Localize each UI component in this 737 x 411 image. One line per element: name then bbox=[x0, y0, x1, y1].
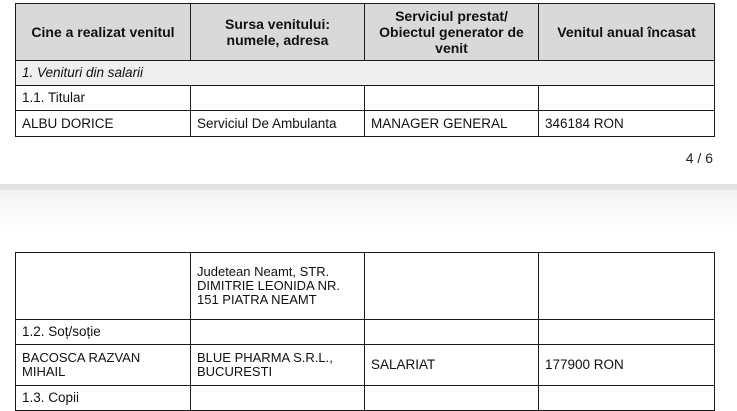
header-cell: Serviciul prestat/ Obiectul generator de venit bbox=[365, 4, 539, 61]
titular-label: 1.1. Titular bbox=[16, 86, 191, 111]
empty-cell bbox=[539, 253, 715, 320]
empty-cell bbox=[191, 320, 365, 345]
table-header-row bbox=[16, 4, 715, 61]
table-row bbox=[16, 386, 715, 411]
income-source: Serviciul De Ambulanta bbox=[191, 111, 365, 137]
header-cell: Venitul anual încasat bbox=[539, 4, 715, 61]
section-row bbox=[16, 61, 715, 86]
page-number: 4 / 6 bbox=[685, 150, 713, 166]
table-row bbox=[16, 253, 715, 320]
income-source-address: Judetean Neamt, STR. DIMITRIE LEONIDA NR. 151 PIATRA NEAMT bbox=[191, 253, 365, 320]
page-separator bbox=[0, 184, 737, 256]
empty-cell bbox=[365, 86, 539, 111]
empty-cell bbox=[191, 86, 365, 111]
income-table-page-4 bbox=[15, 3, 715, 137]
table-row bbox=[16, 111, 715, 137]
empty-cell bbox=[539, 386, 715, 411]
spouse-label: 1.2. Soț/soție bbox=[16, 320, 191, 345]
empty-cell bbox=[365, 253, 539, 320]
empty-cell bbox=[365, 386, 539, 411]
income-table-page-5 bbox=[15, 252, 715, 411]
section-title: 1. Venituri din salarii bbox=[16, 61, 715, 86]
income-source: BLUE PHARMA S.R.L., BUCURESTI bbox=[191, 345, 365, 386]
empty-cell bbox=[539, 320, 715, 345]
empty-cell bbox=[16, 253, 191, 320]
table-row bbox=[16, 320, 715, 345]
empty-cell bbox=[191, 386, 365, 411]
income-service: MANAGER GENERAL bbox=[365, 111, 539, 137]
table-row bbox=[16, 345, 715, 386]
income-amount: 346184 RON bbox=[539, 111, 715, 137]
income-service: SALARIAT bbox=[365, 345, 539, 386]
table-row bbox=[16, 86, 715, 111]
empty-cell bbox=[539, 86, 715, 111]
header-cell: Cine a realizat venitul bbox=[16, 4, 191, 61]
income-owner: ALBU DORICE bbox=[16, 111, 191, 137]
income-amount: 177900 RON bbox=[539, 345, 715, 386]
header-cell: Sursa venitului: numele, adresa bbox=[191, 4, 365, 61]
income-owner: BACOSCA RAZVAN MIHAIL bbox=[16, 345, 191, 386]
empty-cell bbox=[365, 320, 539, 345]
children-label: 1.3. Copii bbox=[16, 386, 191, 411]
